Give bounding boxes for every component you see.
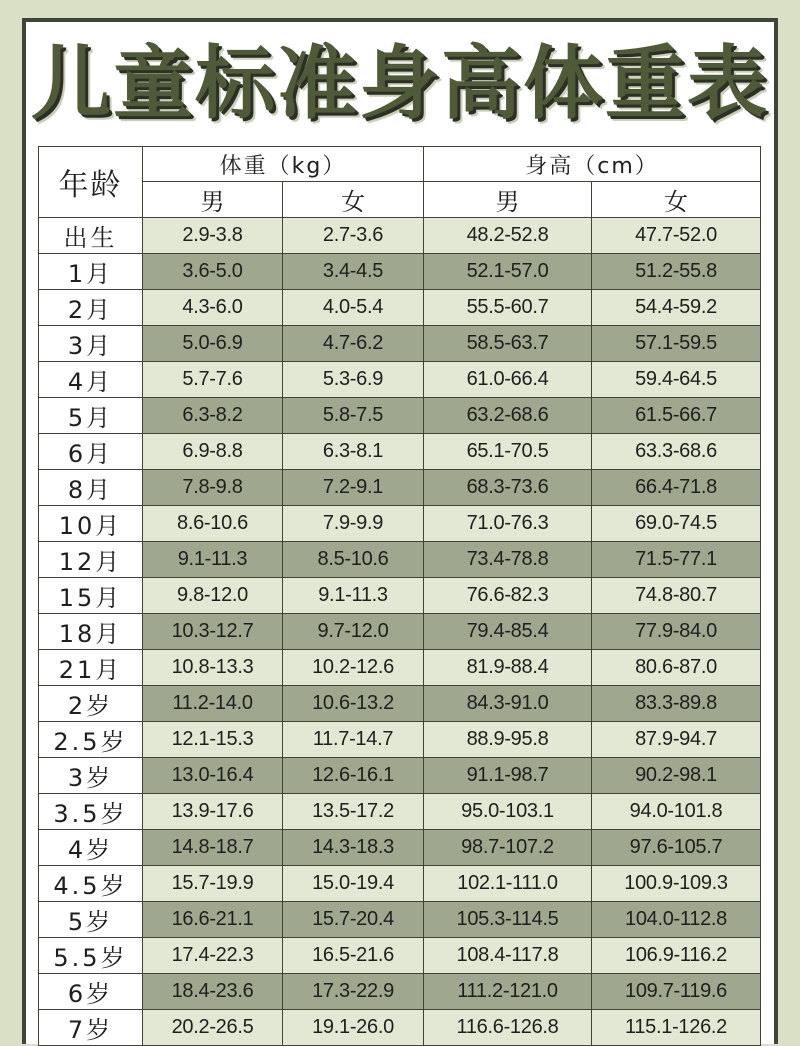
height-female-cell: 83.3-89.8	[592, 686, 761, 722]
weight-male-cell: 7.8-9.8	[143, 470, 283, 506]
weight-female-cell: 17.3-22.9	[283, 974, 424, 1010]
weight-female-cell: 10.6-13.2	[283, 686, 424, 722]
height-male-cell: 63.2-68.6	[424, 398, 592, 434]
weight-male-cell: 10.3-12.7	[143, 614, 283, 650]
weight-female-cell: 2.7-3.6	[283, 218, 424, 254]
age-cell: 10月	[39, 506, 143, 542]
weight-female-cell: 16.5-21.6	[283, 938, 424, 974]
age-cell: 18月	[39, 614, 143, 650]
weight-male-cell: 14.8-18.7	[143, 830, 283, 866]
age-cell: 5.5岁	[39, 938, 143, 974]
age-cell: 3月	[39, 326, 143, 362]
age-cell: 2.5岁	[39, 722, 143, 758]
weight-female-cell: 5.8-7.5	[283, 398, 424, 434]
weight-male-cell: 5.0-6.9	[143, 326, 283, 362]
table-row	[39, 290, 761, 326]
height-female-cell: 57.1-59.5	[592, 326, 761, 362]
weight-female-cell: 3.4-4.5	[283, 254, 424, 290]
age-cell: 出生	[39, 218, 143, 254]
weight-male-cell: 6.3-8.2	[143, 398, 283, 434]
age-cell: 6月	[39, 434, 143, 470]
height-female-cell: 51.2-55.8	[592, 254, 761, 290]
table-row	[39, 578, 761, 614]
weight-male-cell: 12.1-15.3	[143, 722, 283, 758]
age-cell: 4.5岁	[39, 866, 143, 902]
height-female-cell: 87.9-94.7	[592, 722, 761, 758]
height-male-cell: 88.9-95.8	[424, 722, 592, 758]
weight-female-cell: 8.5-10.6	[283, 542, 424, 578]
height-male-cell: 105.3-114.5	[424, 902, 592, 938]
weight-male-cell: 8.6-10.6	[143, 506, 283, 542]
age-cell: 2月	[39, 290, 143, 326]
weight-female-cell: 6.3-8.1	[283, 434, 424, 470]
weight-female-cell: 9.7-12.0	[283, 614, 424, 650]
weight-female-header: 女	[283, 182, 424, 218]
weight-male-cell: 11.2-14.0	[143, 686, 283, 722]
table-row	[39, 470, 761, 506]
height-female-cell: 109.7-119.6	[592, 974, 761, 1010]
height-female-cell: 54.4-59.2	[592, 290, 761, 326]
height-female-cell: 74.8-80.7	[592, 578, 761, 614]
weight-male-cell: 2.9-3.8	[143, 218, 283, 254]
age-cell: 1月	[39, 254, 143, 290]
height-male-cell: 79.4-85.4	[424, 614, 592, 650]
height-female-cell: 63.3-68.6	[592, 434, 761, 470]
height-male-cell: 65.1-70.5	[424, 434, 592, 470]
height-male-cell: 76.6-82.3	[424, 578, 592, 614]
height-male-cell: 108.4-117.8	[424, 938, 592, 974]
height-male-cell: 84.3-91.0	[424, 686, 592, 722]
height-female-cell: 61.5-66.7	[592, 398, 761, 434]
height-male-cell: 111.2-121.0	[424, 974, 592, 1010]
height-female-cell: 77.9-84.0	[592, 614, 761, 650]
height-male-cell: 81.9-88.4	[424, 650, 592, 686]
height-male-header: 男	[424, 182, 592, 218]
age-cell: 6岁	[39, 974, 143, 1010]
height-female-cell: 59.4-64.5	[592, 362, 761, 398]
weight-male-cell: 13.0-16.4	[143, 758, 283, 794]
age-cell: 7岁	[39, 1010, 143, 1046]
table-row	[39, 866, 761, 902]
height-male-cell: 116.6-126.8	[424, 1010, 592, 1046]
table-row	[39, 614, 761, 650]
age-column-header: 年龄	[39, 147, 143, 218]
weight-female-cell: 14.3-18.3	[283, 830, 424, 866]
weight-female-cell: 9.1-11.3	[283, 578, 424, 614]
table-row	[39, 506, 761, 542]
weight-female-cell: 4.7-6.2	[283, 326, 424, 362]
age-cell: 3.5岁	[39, 794, 143, 830]
weight-male-cell: 10.8-13.3	[143, 650, 283, 686]
age-cell: 12月	[39, 542, 143, 578]
weight-female-cell: 11.7-14.7	[283, 722, 424, 758]
height-female-cell: 66.4-71.8	[592, 470, 761, 506]
height-male-cell: 71.0-76.3	[424, 506, 592, 542]
table-row	[39, 902, 761, 938]
table-row	[39, 218, 761, 254]
height-male-cell: 73.4-78.8	[424, 542, 592, 578]
table-row	[39, 758, 761, 794]
height-male-cell: 52.1-57.0	[424, 254, 592, 290]
weight-female-cell: 15.7-20.4	[283, 902, 424, 938]
age-cell: 15月	[39, 578, 143, 614]
weight-male-header: 男	[143, 182, 283, 218]
weight-male-cell: 6.9-8.8	[143, 434, 283, 470]
height-male-cell: 95.0-103.1	[424, 794, 592, 830]
height-male-cell: 61.0-66.4	[424, 362, 592, 398]
table-row	[39, 1010, 761, 1046]
weight-male-cell: 15.7-19.9	[143, 866, 283, 902]
table-row	[39, 434, 761, 470]
weight-male-cell: 4.3-6.0	[143, 290, 283, 326]
height-female-cell: 97.6-105.7	[592, 830, 761, 866]
chart-page	[22, 18, 778, 1044]
table-row	[39, 650, 761, 686]
height-female-cell: 100.9-109.3	[592, 866, 761, 902]
height-female-cell: 47.7-52.0	[592, 218, 761, 254]
weight-male-cell: 3.6-5.0	[143, 254, 283, 290]
age-cell: 4岁	[39, 830, 143, 866]
table-row	[39, 830, 761, 866]
table-row	[39, 686, 761, 722]
weight-female-cell: 4.0-5.4	[283, 290, 424, 326]
age-cell: 8月	[39, 470, 143, 506]
height-female-cell: 115.1-126.2	[592, 1010, 761, 1046]
weight-male-cell: 9.8-12.0	[143, 578, 283, 614]
height-male-cell: 102.1-111.0	[424, 866, 592, 902]
weight-male-cell: 18.4-23.6	[143, 974, 283, 1010]
height-male-cell: 91.1-98.7	[424, 758, 592, 794]
height-female-cell: 104.0-112.8	[592, 902, 761, 938]
height-group-header: 身高（cm）	[424, 147, 761, 182]
weight-female-cell: 12.6-16.1	[283, 758, 424, 794]
height-female-cell: 90.2-98.1	[592, 758, 761, 794]
age-cell: 5月	[39, 398, 143, 434]
age-cell: 21月	[39, 650, 143, 686]
weight-male-cell: 17.4-22.3	[143, 938, 283, 974]
height-female-cell: 71.5-77.1	[592, 542, 761, 578]
table-row	[39, 254, 761, 290]
weight-female-cell: 7.2-9.1	[283, 470, 424, 506]
height-male-cell: 68.3-73.6	[424, 470, 592, 506]
weight-male-cell: 16.6-21.1	[143, 902, 283, 938]
weight-female-cell: 7.9-9.9	[283, 506, 424, 542]
weight-male-cell: 9.1-11.3	[143, 542, 283, 578]
table-row	[39, 794, 761, 830]
height-male-cell: 98.7-107.2	[424, 830, 592, 866]
weight-male-cell: 20.2-26.5	[143, 1010, 283, 1046]
height-male-cell: 48.2-52.8	[424, 218, 592, 254]
height-weight-table	[38, 146, 761, 1046]
weight-male-cell: 13.9-17.6	[143, 794, 283, 830]
height-male-cell: 55.5-60.7	[424, 290, 592, 326]
table-row	[39, 542, 761, 578]
weight-female-cell: 5.3-6.9	[283, 362, 424, 398]
weight-female-cell: 15.0-19.4	[283, 866, 424, 902]
age-cell: 2岁	[39, 686, 143, 722]
weight-female-cell: 19.1-26.0	[283, 1010, 424, 1046]
height-female-cell: 106.9-116.2	[592, 938, 761, 974]
table-row	[39, 326, 761, 362]
table-row	[39, 974, 761, 1010]
weight-female-cell: 13.5-17.2	[283, 794, 424, 830]
weight-male-cell: 5.7-7.6	[143, 362, 283, 398]
weight-female-cell: 10.2-12.6	[283, 650, 424, 686]
table-body	[39, 218, 761, 1046]
table-row	[39, 362, 761, 398]
height-female-cell: 80.6-87.0	[592, 650, 761, 686]
table-row	[39, 938, 761, 974]
height-male-cell: 58.5-63.7	[424, 326, 592, 362]
age-cell: 4月	[39, 362, 143, 398]
table-row	[39, 398, 761, 434]
age-cell: 3岁	[39, 758, 143, 794]
page-title: 儿童标准身高体重表	[31, 37, 769, 130]
height-female-cell: 94.0-101.8	[592, 794, 761, 830]
table-row	[39, 722, 761, 758]
height-female-header: 女	[592, 182, 761, 218]
height-female-cell: 69.0-74.5	[592, 506, 761, 542]
weight-group-header: 体重（kg）	[143, 147, 424, 182]
age-cell: 5岁	[39, 902, 143, 938]
